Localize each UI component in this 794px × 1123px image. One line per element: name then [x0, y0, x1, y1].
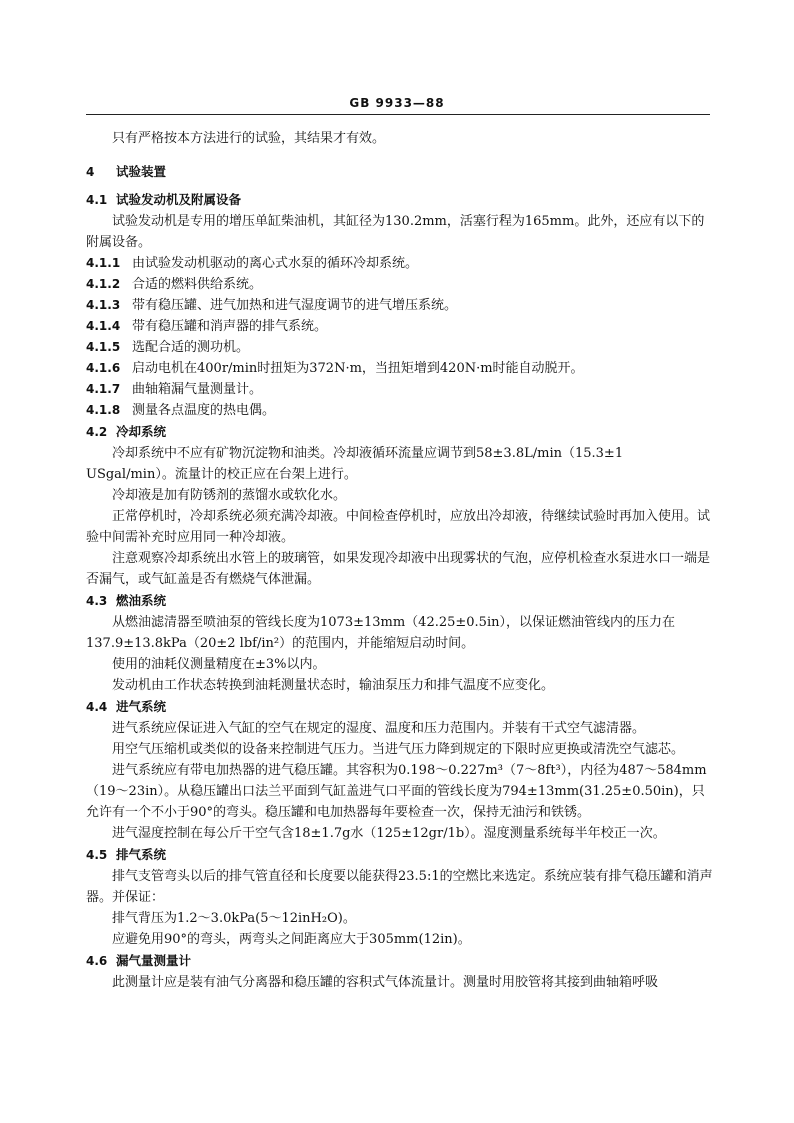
section-number: 4 [86, 165, 95, 179]
header-rule [86, 114, 710, 115]
section-heading [86, 844, 716, 866]
paragraph: 用空气压缩机或类似的设备来控制进气压力。当进气压力降到规定的下限时应更换或清洗空气滤芯。 [112, 742, 685, 757]
section-number: 4.5 [86, 848, 108, 862]
item-number: 4.1.3 [86, 298, 121, 312]
paragraph: 冷却液是加有防锈剂的蒸馏水或软化水。 [112, 488, 347, 503]
document-body [86, 128, 716, 993]
section-number: 4.1 [86, 193, 108, 207]
item-number: 4.1.4 [86, 319, 121, 333]
item-number: 4.1.8 [86, 403, 121, 417]
paragraph: 使用的油耗仪测量精度在±3%以内。 [112, 657, 326, 672]
section-heading [86, 421, 716, 443]
item-number: 4.1.6 [86, 361, 121, 375]
page-header: GB 9933—88 [349, 96, 445, 110]
section-number: 4.6 [86, 954, 108, 968]
item-text: 合适的燃料供给系统。 [132, 277, 263, 292]
item-text: 带有稳压罐、进气加热和进气湿度调节的进气增压系统。 [132, 298, 458, 313]
list-item [86, 337, 716, 358]
item-number: 4.1.7 [86, 382, 121, 396]
section-heading [86, 161, 716, 183]
paragraph: 排气背压为1.2～3.0kPa(5～12inH₂O)。 [112, 911, 356, 926]
section-heading [86, 590, 716, 612]
list-item [86, 274, 716, 295]
section-heading [86, 189, 716, 211]
section-title: 试验装置 [116, 164, 167, 179]
paragraph: 发动机由工作状态转换到油耗测量状态时，输油泵压力和排气温度不应变化。 [112, 678, 555, 693]
list-item [86, 400, 716, 421]
paragraph: 注意观察冷却系统出水管上的玻璃管，如果发现冷却液中出现雾状的气泡，应停机检查水泵进水口一端是否漏气，或气缸盖是否有燃烧气体泄漏。 [86, 551, 711, 587]
section-title: 排气系统 [116, 847, 167, 862]
item-text: 带有稳压罐和消声器的排气系统。 [132, 319, 328, 334]
section-title: 燃油系统 [116, 593, 167, 608]
paragraph: 从燃油滤清器至喷油泵的管线长度为1073±13mm（42.25±0.5in），以保证燃油管线内的压力在137.9±13.8kPa（20±2 lbf/in²）的范围内，并能缩短启动时间。 [86, 615, 675, 651]
paragraph: 冷却系统中不应有矿物沉淀物和油类。冷却液循环流量应调节到58±3.8L/min（15.3±1 USgal/min）。流量计的校正应在台架上进行。 [86, 446, 624, 482]
section-title: 漏气量测量计 [116, 953, 192, 968]
paragraph: 只有严格按本方法进行的试验，其结果才有效。 [112, 131, 386, 146]
paragraph: 此测量计应是装有油气分离器和稳压罐的容积式气体流量计。测量时用胶管将其接到曲轴箱呼吸 [112, 975, 659, 990]
paragraph: 试验发动机是专用的增压单缸柴油机，其缸径为130.2mm，活塞行程为165mm。此外，还应有以下的附属设备。 [86, 214, 705, 250]
paragraph: 排气支管弯头以后的排气管直径和长度要以能获得23.5:1的空燃比来选定。系统应装有排气稳压罐和消声器。并保证： [86, 869, 713, 905]
list-item [86, 358, 716, 379]
section-title: 进气系统 [116, 699, 167, 714]
section-title: 冷却系统 [116, 424, 167, 439]
item-text: 选配合适的测功机。 [132, 340, 250, 355]
section-number: 4.4 [86, 700, 108, 714]
paragraph: 进气系统应有带电加热器的进气稳压罐。其容积为0.198～0.227m³（7～8ft³），内径为487～584mm（19～23in）。从稳压罐出口法兰平面到气缸盖进气口平面的管线长度为794±13mm(31.25±0.50in)，只允许有一个不小于90°的弯头。稳压罐和电加热器每年要检查一次，保持无油污和铁锈。 [86, 763, 707, 820]
paragraph: 应避免用90°的弯头，两弯头之间距离应大于305mm(12in)。 [112, 932, 471, 947]
section-number: 4.3 [86, 594, 108, 608]
section-heading [86, 696, 716, 718]
list-item [86, 379, 716, 400]
list-item [86, 316, 716, 337]
paragraph: 进气湿度控制在每公斤干空气含18±1.7g水（125±12gr/1b）。湿度测量系统每半年校正一次。 [112, 826, 666, 841]
item-number: 4.1.1 [86, 256, 121, 270]
section-number: 4.2 [86, 425, 108, 439]
section-title: 试验发动机及附属设备 [116, 192, 242, 207]
item-text: 启动电机在400r/min时扭矩为372N·m，当扭矩增到420N·m时能自动脱开。 [132, 361, 584, 376]
item-text: 测量各点温度的热电偶。 [132, 403, 276, 418]
item-text: 由试验发动机驱动的离心式水泵的循环冷却系统。 [132, 256, 419, 271]
list-item [86, 253, 716, 274]
paragraph: 正常停机时，冷却系统必须充满冷却液。中间检查停机时，应放出冷却液，待继续试验时再加入使用。试验中间需补充时应用同一种冷却液。 [86, 509, 711, 545]
section-heading [86, 950, 716, 972]
item-number: 4.1.5 [86, 340, 121, 354]
paragraph: 进气系统应保证进入气缸的空气在规定的湿度、温度和压力范围内。并装有干式空气滤清器。 [112, 721, 646, 736]
item-text: 曲轴箱漏气量测量计。 [132, 382, 263, 397]
item-number: 4.1.2 [86, 277, 121, 291]
list-item [86, 295, 716, 316]
